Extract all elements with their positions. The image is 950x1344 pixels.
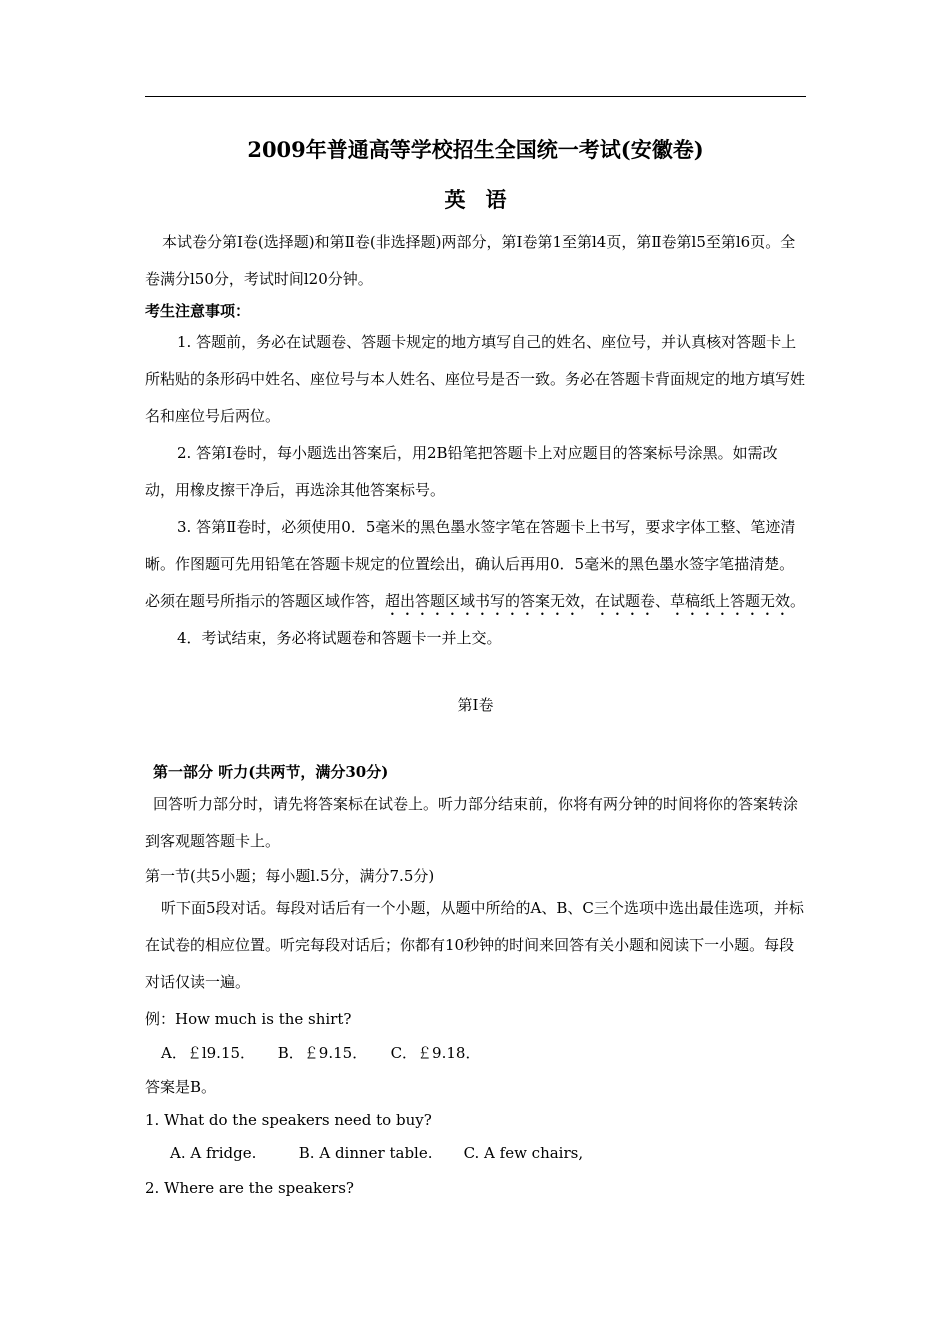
part1-heading: 第一部分 听力(共两节，满分30分) bbox=[153, 763, 389, 781]
note-2: 2. 答第Ⅰ卷时，每小题选出答案后，用2B铅笔把答题卡上对应题目的答案标号涂黑。如需改动，用橡皮擦干净后，再选涂其他答案标号。 bbox=[145, 444, 778, 499]
intro-text: 本试卷分第Ⅰ卷(选择题)和第Ⅱ卷(非选择题)两部分，第Ⅰ卷第1至第l4页，第Ⅱ卷第l5至第l6页。全卷满分l50分，考试时间l20分钟。 bbox=[145, 233, 796, 288]
volume-heading: 第Ⅰ卷 bbox=[457, 696, 494, 714]
notes-heading: 考生注意事项： bbox=[145, 302, 251, 320]
note-1: 1. 答题前，务必在试题卷、答题卡规定的地方填写自己的姓名、座位号，并认真核对答题卡上所粘贴的条形码中姓名、座位号与本人姓名、座位号是否一致。务必在答题卡背面规定的地方填写姓名和座位号后两位。 bbox=[145, 333, 806, 425]
part1-instr-text: 回答听力部分时，请先将答案标在试卷上。听力部分结束前，你将有两分钟的时间将你的答案转涂到客观题答题卡上。 bbox=[145, 795, 799, 850]
example-option-c: C．￡9.18． bbox=[390, 1044, 481, 1062]
q1-option-b: B. A dinner table. bbox=[298, 1144, 433, 1162]
intro-paragraph bbox=[145, 224, 806, 298]
question-1-options bbox=[170, 1144, 831, 1162]
note-3 bbox=[145, 509, 806, 620]
subject-title: 英语 bbox=[444, 187, 527, 212]
section1-instructions bbox=[145, 890, 806, 1001]
example-answer: 答案是B。 bbox=[145, 1078, 217, 1096]
q1-option-c: C. A few chairs, bbox=[463, 1144, 584, 1162]
section1-instr-text: 听下面5段对话。每段对话后有一个小题，从题中所给的A、B、C三个选项中选出最佳选项，并标在试卷的相应位置。听完每段对话后；你都有10秒钟的时间来回答有关小题和阅读下一小题。每段对话仅读一遍。 bbox=[145, 899, 804, 991]
section1-heading: 第一节(共5小题；每小题l.5分，满分7.5分) bbox=[145, 867, 435, 885]
note-3-emphasis: 超出答题区域书写的答案无效，在试题卷、草稿纸上答题无效 bbox=[385, 592, 791, 610]
example-question: 例：How much is the shirt? bbox=[145, 1010, 352, 1028]
note-3-text: 3. 答第Ⅱ卷时，必须使用0．5毫米的黑色墨水签字笔在答题卡上书写，要求字体工整、笔迹清晰。作图题可先用铅笔在答题卡规定的位置绘出，确认后再用0．5毫米的黑色墨水签字笔描清楚。必须在题号所指示的答题区域作答， bbox=[145, 518, 796, 610]
header-rule bbox=[145, 96, 806, 97]
notes-list bbox=[145, 324, 806, 657]
exam-title: 2009年普通高等学校招生全国统一考试(安徽卷) bbox=[247, 137, 704, 162]
example-option-b: B．￡9.15． bbox=[277, 1044, 368, 1062]
example-options bbox=[161, 1042, 822, 1063]
example-option-a: A．￡l9.15． bbox=[161, 1044, 256, 1062]
q1-option-a: A. A fridge. bbox=[170, 1144, 257, 1162]
question-2: 2. Where are the speakers? bbox=[145, 1179, 354, 1197]
question-1: 1. What do the speakers need to buy? bbox=[145, 1111, 432, 1129]
part1-instructions bbox=[145, 786, 806, 860]
note-3-end: 。 bbox=[790, 592, 806, 610]
note-4: 4．考试结束，务必将试题卷和答题卡一并上交。 bbox=[177, 629, 502, 647]
